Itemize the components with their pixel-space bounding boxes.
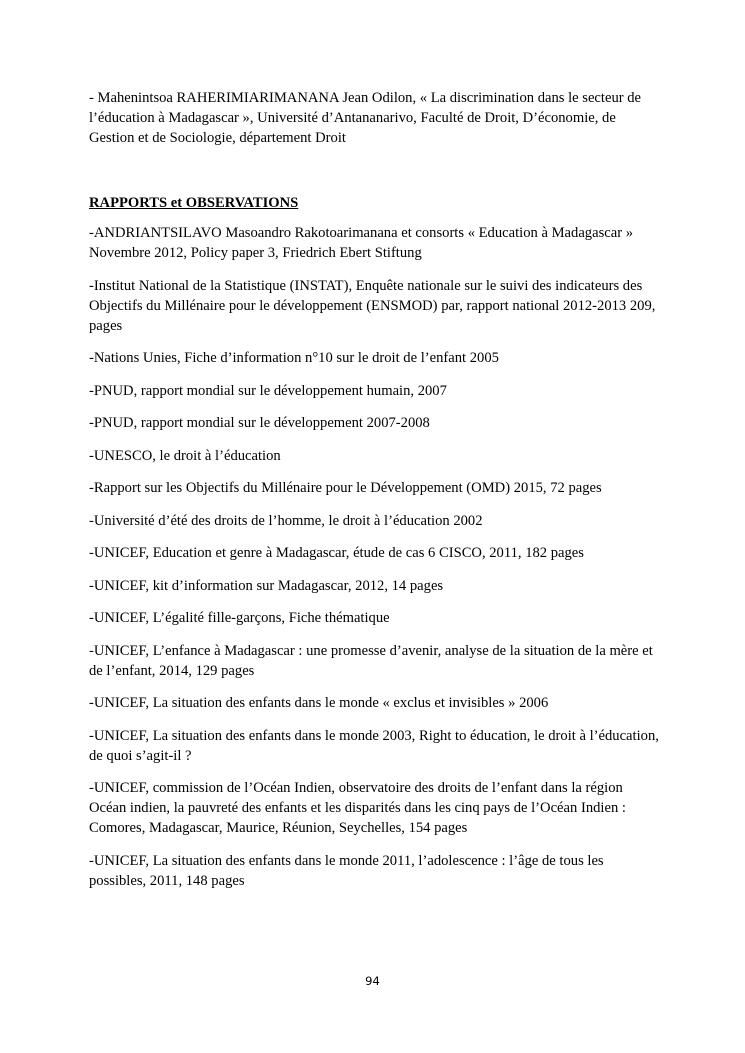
- bibliography-entry: -Nations Unies, Fiche d’information n°10 sur le droit de l’enfant 2005: [89, 350, 499, 366]
- bibliography-entry: -UNICEF, La situation des enfants dans le monde « exclus et invisibles » 2006: [89, 695, 549, 711]
- bibliography-entry: -UNICEF, La situation des enfants dans le monde 2003, Right to éducation, le droit à l’éducation, de quoi s’agit-il ?: [89, 727, 659, 764]
- bibliography-entry: -Rapport sur les Objectifs du Millénaire pour le Développement (OMD) 2015, 72 pages: [89, 480, 602, 496]
- bibliography-entry: -UNICEF, L’enfance à Madagascar : une promesse d’avenir, analyse de la situation de la mère et de l’enfant, 2014, 129 pages: [89, 642, 653, 679]
- page-number: 94: [365, 974, 380, 988]
- bibliography-entry: -UNICEF, commission de l’Océan Indien, observatoire des droits de l’enfant dans la région Océan indien, la pauvreté des enfants et les disparités dans les cinq pays de l’Océan Indien : Comores, Madagascar, Maurice, Réunion, Seychelles, 154 pages: [89, 780, 626, 836]
- section-heading: RAPPORTS et OBSERVATIONS: [89, 195, 299, 211]
- bibliography-entry: -UNESCO, le droit à l’éducation: [89, 447, 281, 464]
- bibliography-entry-intro: - Mahenintsoa RAHERIMIARIMANANA Jean Odilon, « La discrimination dans le secteur de l’éducation à Madagascar », Université d’Antananarivo, Faculté de Droit, D’économie, de Gestion et de Sociologie, département Droit: [89, 90, 642, 146]
- bibliography-content: [89, 88, 661, 903]
- bibliography-entry: -ANDRIANTSILAVO Masoandro Rakotoarimanana et consorts « Education à Madagascar » Novembre 2012, Policy paper 3, Friedrich Ebert Stiftung: [89, 225, 634, 261]
- bibliography-entry: -UNICEF, La situation des enfants dans le monde 2011, l’adolescence : l’âge de tous les possibles, 2011, 148 pages: [89, 852, 604, 889]
- bibliography-entry: -PNUD, rapport mondial sur le développement 2007-2008: [89, 415, 430, 431]
- bibliography-entry: -UNICEF, kit d’information sur Madagascar, 2012, 14 pages: [89, 577, 444, 594]
- bibliography-entry: -UNICEF, L’égalité fille-garçons, Fiche thématique: [89, 610, 390, 626]
- bibliography-entry: -UNICEF, Education et genre à Madagascar, étude de cas 6 CISCO, 2011, 182 pages: [89, 545, 584, 561]
- bibliography-entry: -Institut National de la Statistique (INSTAT), Enquête nationale sur le suivi des indicateurs des Objectifs du Millénaire pour le développement (ENSMOD) par, rapport national 2012-2013 209, pages: [89, 277, 656, 334]
- bibliography-entry: -PNUD, rapport mondial sur le développement humain, 2007: [89, 382, 447, 399]
- bibliography-entry: -Université d’été des droits de l’homme, le droit à l’éducation 2002: [89, 512, 483, 529]
